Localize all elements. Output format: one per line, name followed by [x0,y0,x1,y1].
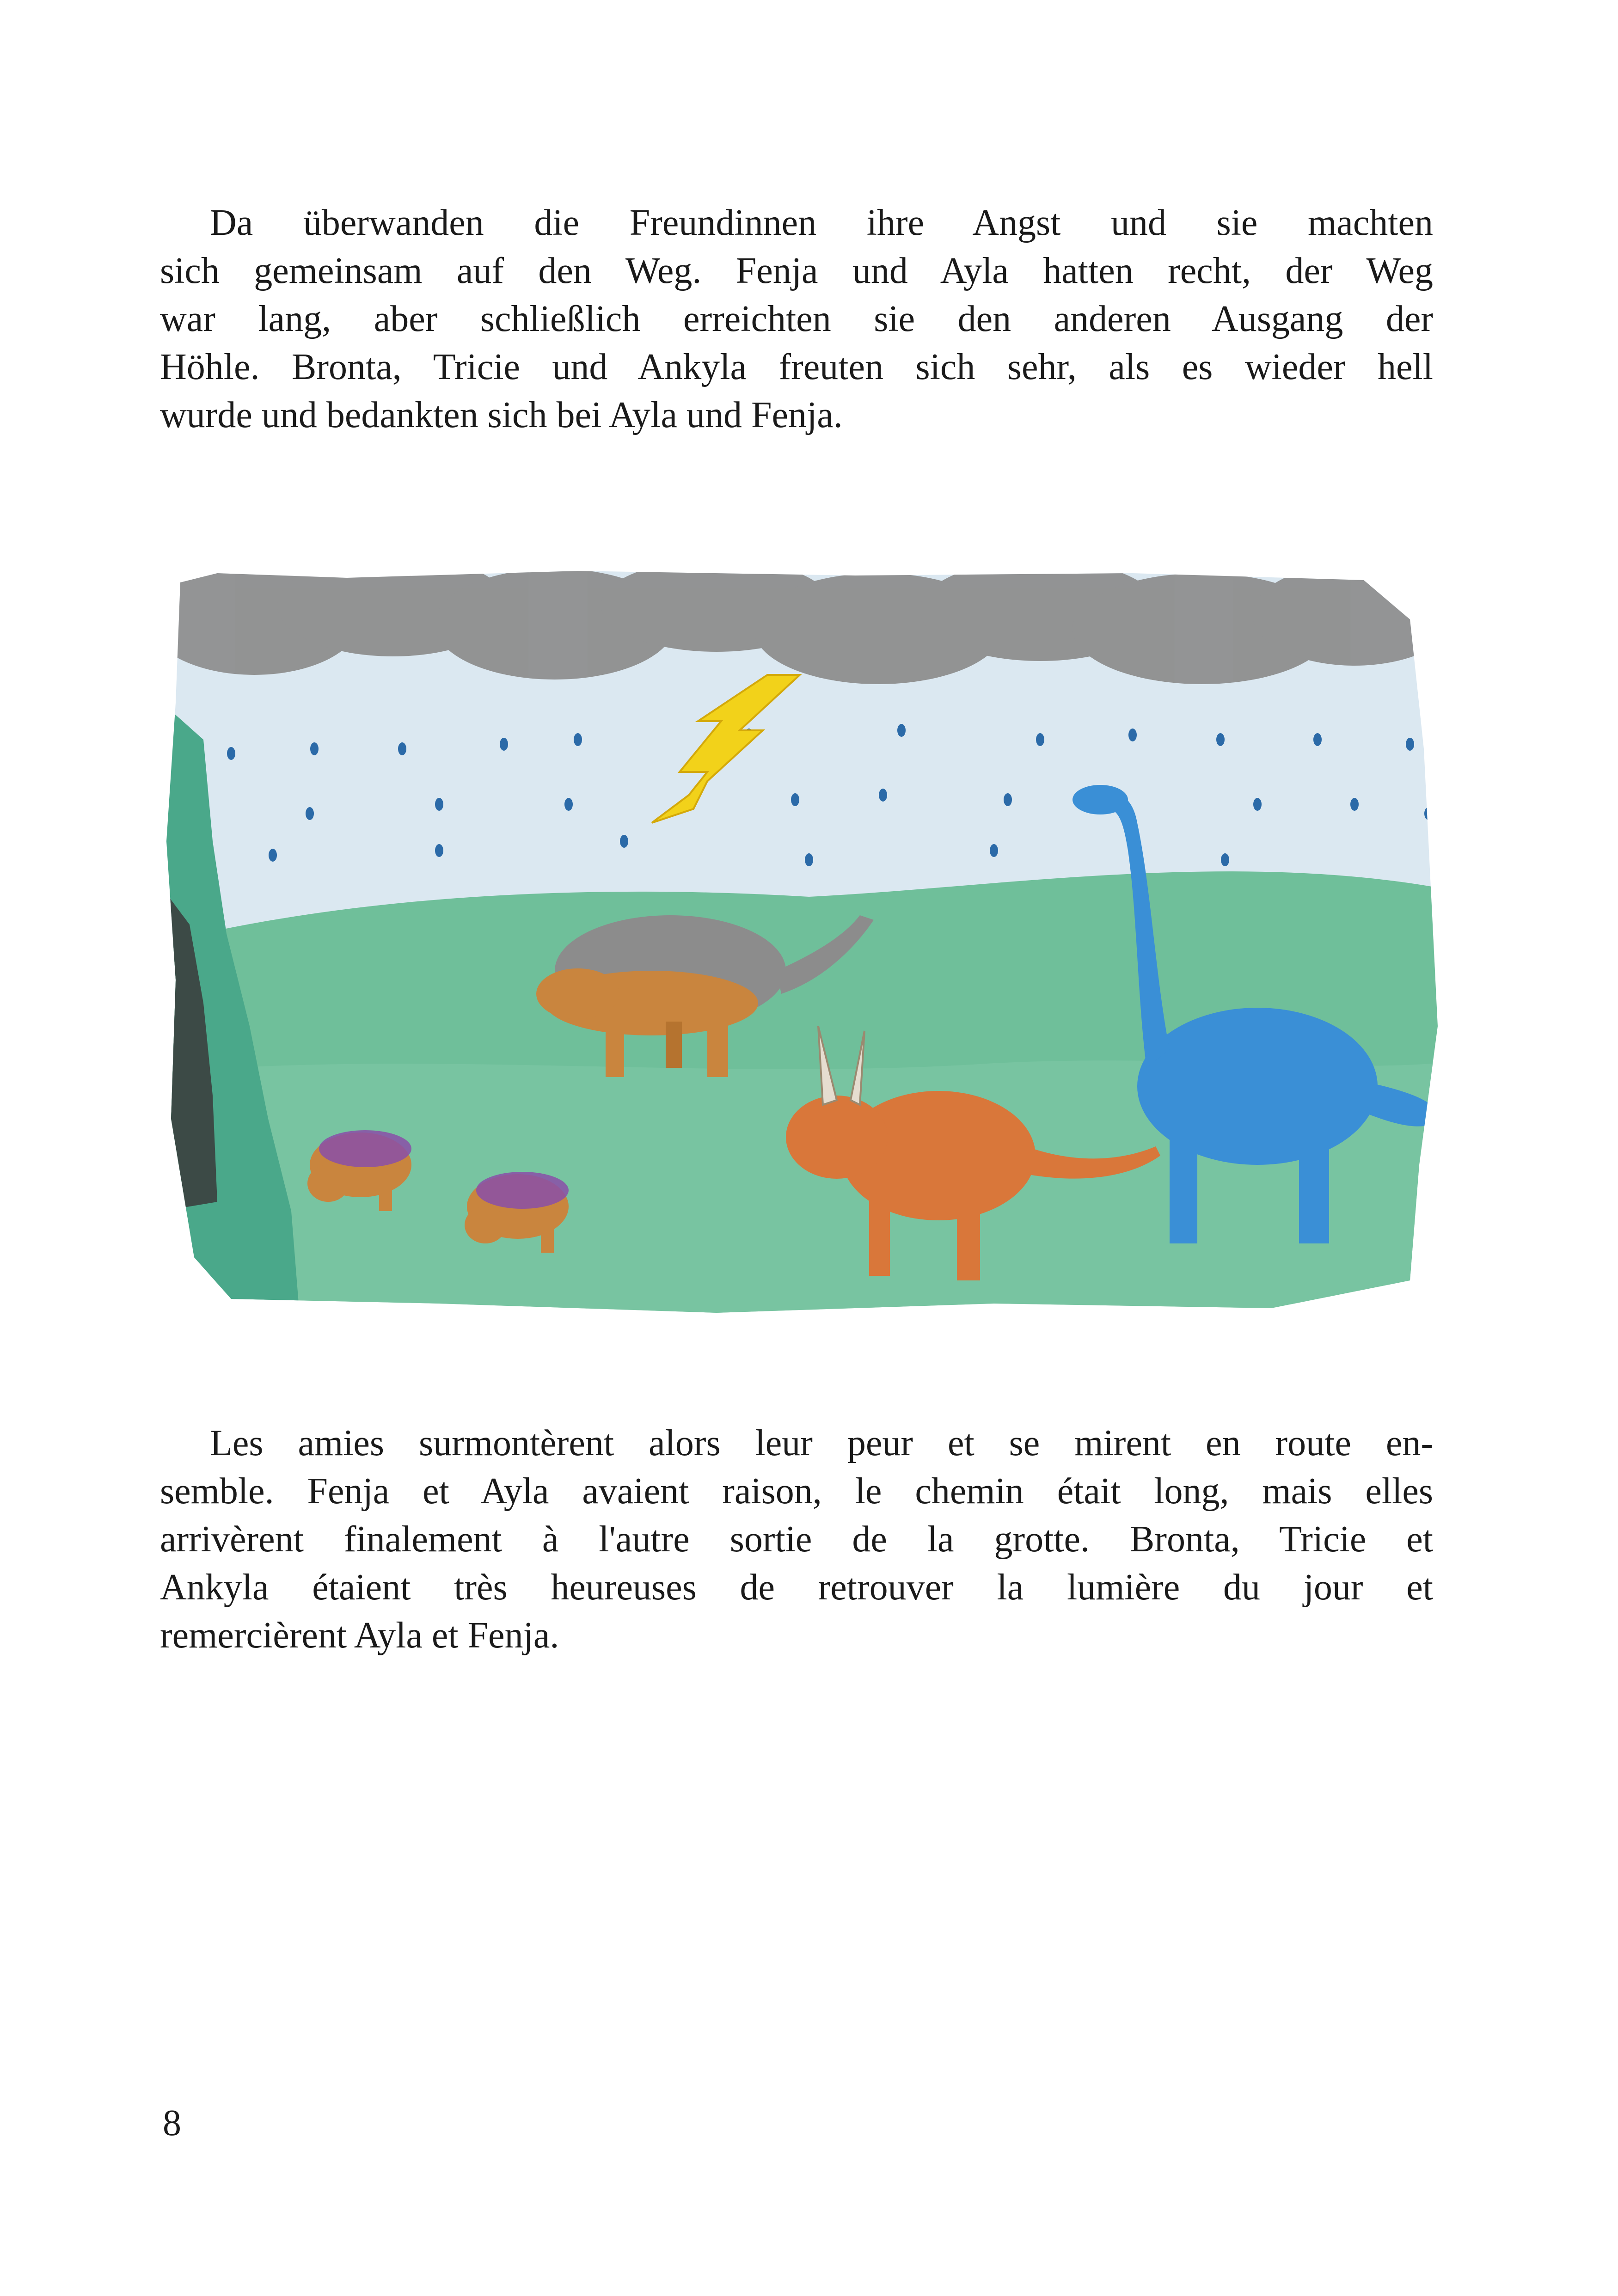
paragraph-line: war lang, aber schließlich erreichten sie den anderen Ausgang der [160,299,1433,339]
paragraph-line: wurde und bedankten sich bei Ayla und Fenja. [160,395,843,435]
page-number: 8 [163,2103,181,2143]
dinosaur-rain-illustration [162,564,1438,1327]
paragraph-line: Da überwanden die Freundinnen ihre Angst und sie machten [210,202,1433,243]
paragraph-french [160,1419,1433,1659]
paragraph-line: sich gemeinsam auf den Weg. Fenja und Ayla hatten recht, der Weg [160,251,1433,291]
paragraph-line: Höhle. Bronta, Tricie und Ankyla freuten sich sehr, als es wieder hell [160,347,1433,387]
paragraph-line: semble. Fenja et Ayla avaient raison, le chemin était long, mais elles [160,1471,1433,1512]
paragraph-line: Ankyla étaient très heureuses de retrouver la lumière du jour et [160,1567,1433,1608]
paragraph-line: arrivèrent finalement à l'autre sortie de la grotte. Bronta, Tricie et [160,1519,1433,1560]
paragraph-german [160,199,1433,439]
paragraph-line: Les amies surmontèrent alors leur peur et se mirent en route en- [210,1423,1433,1463]
paragraph-line: remercièrent Ayla et Fenja. [160,1615,559,1656]
